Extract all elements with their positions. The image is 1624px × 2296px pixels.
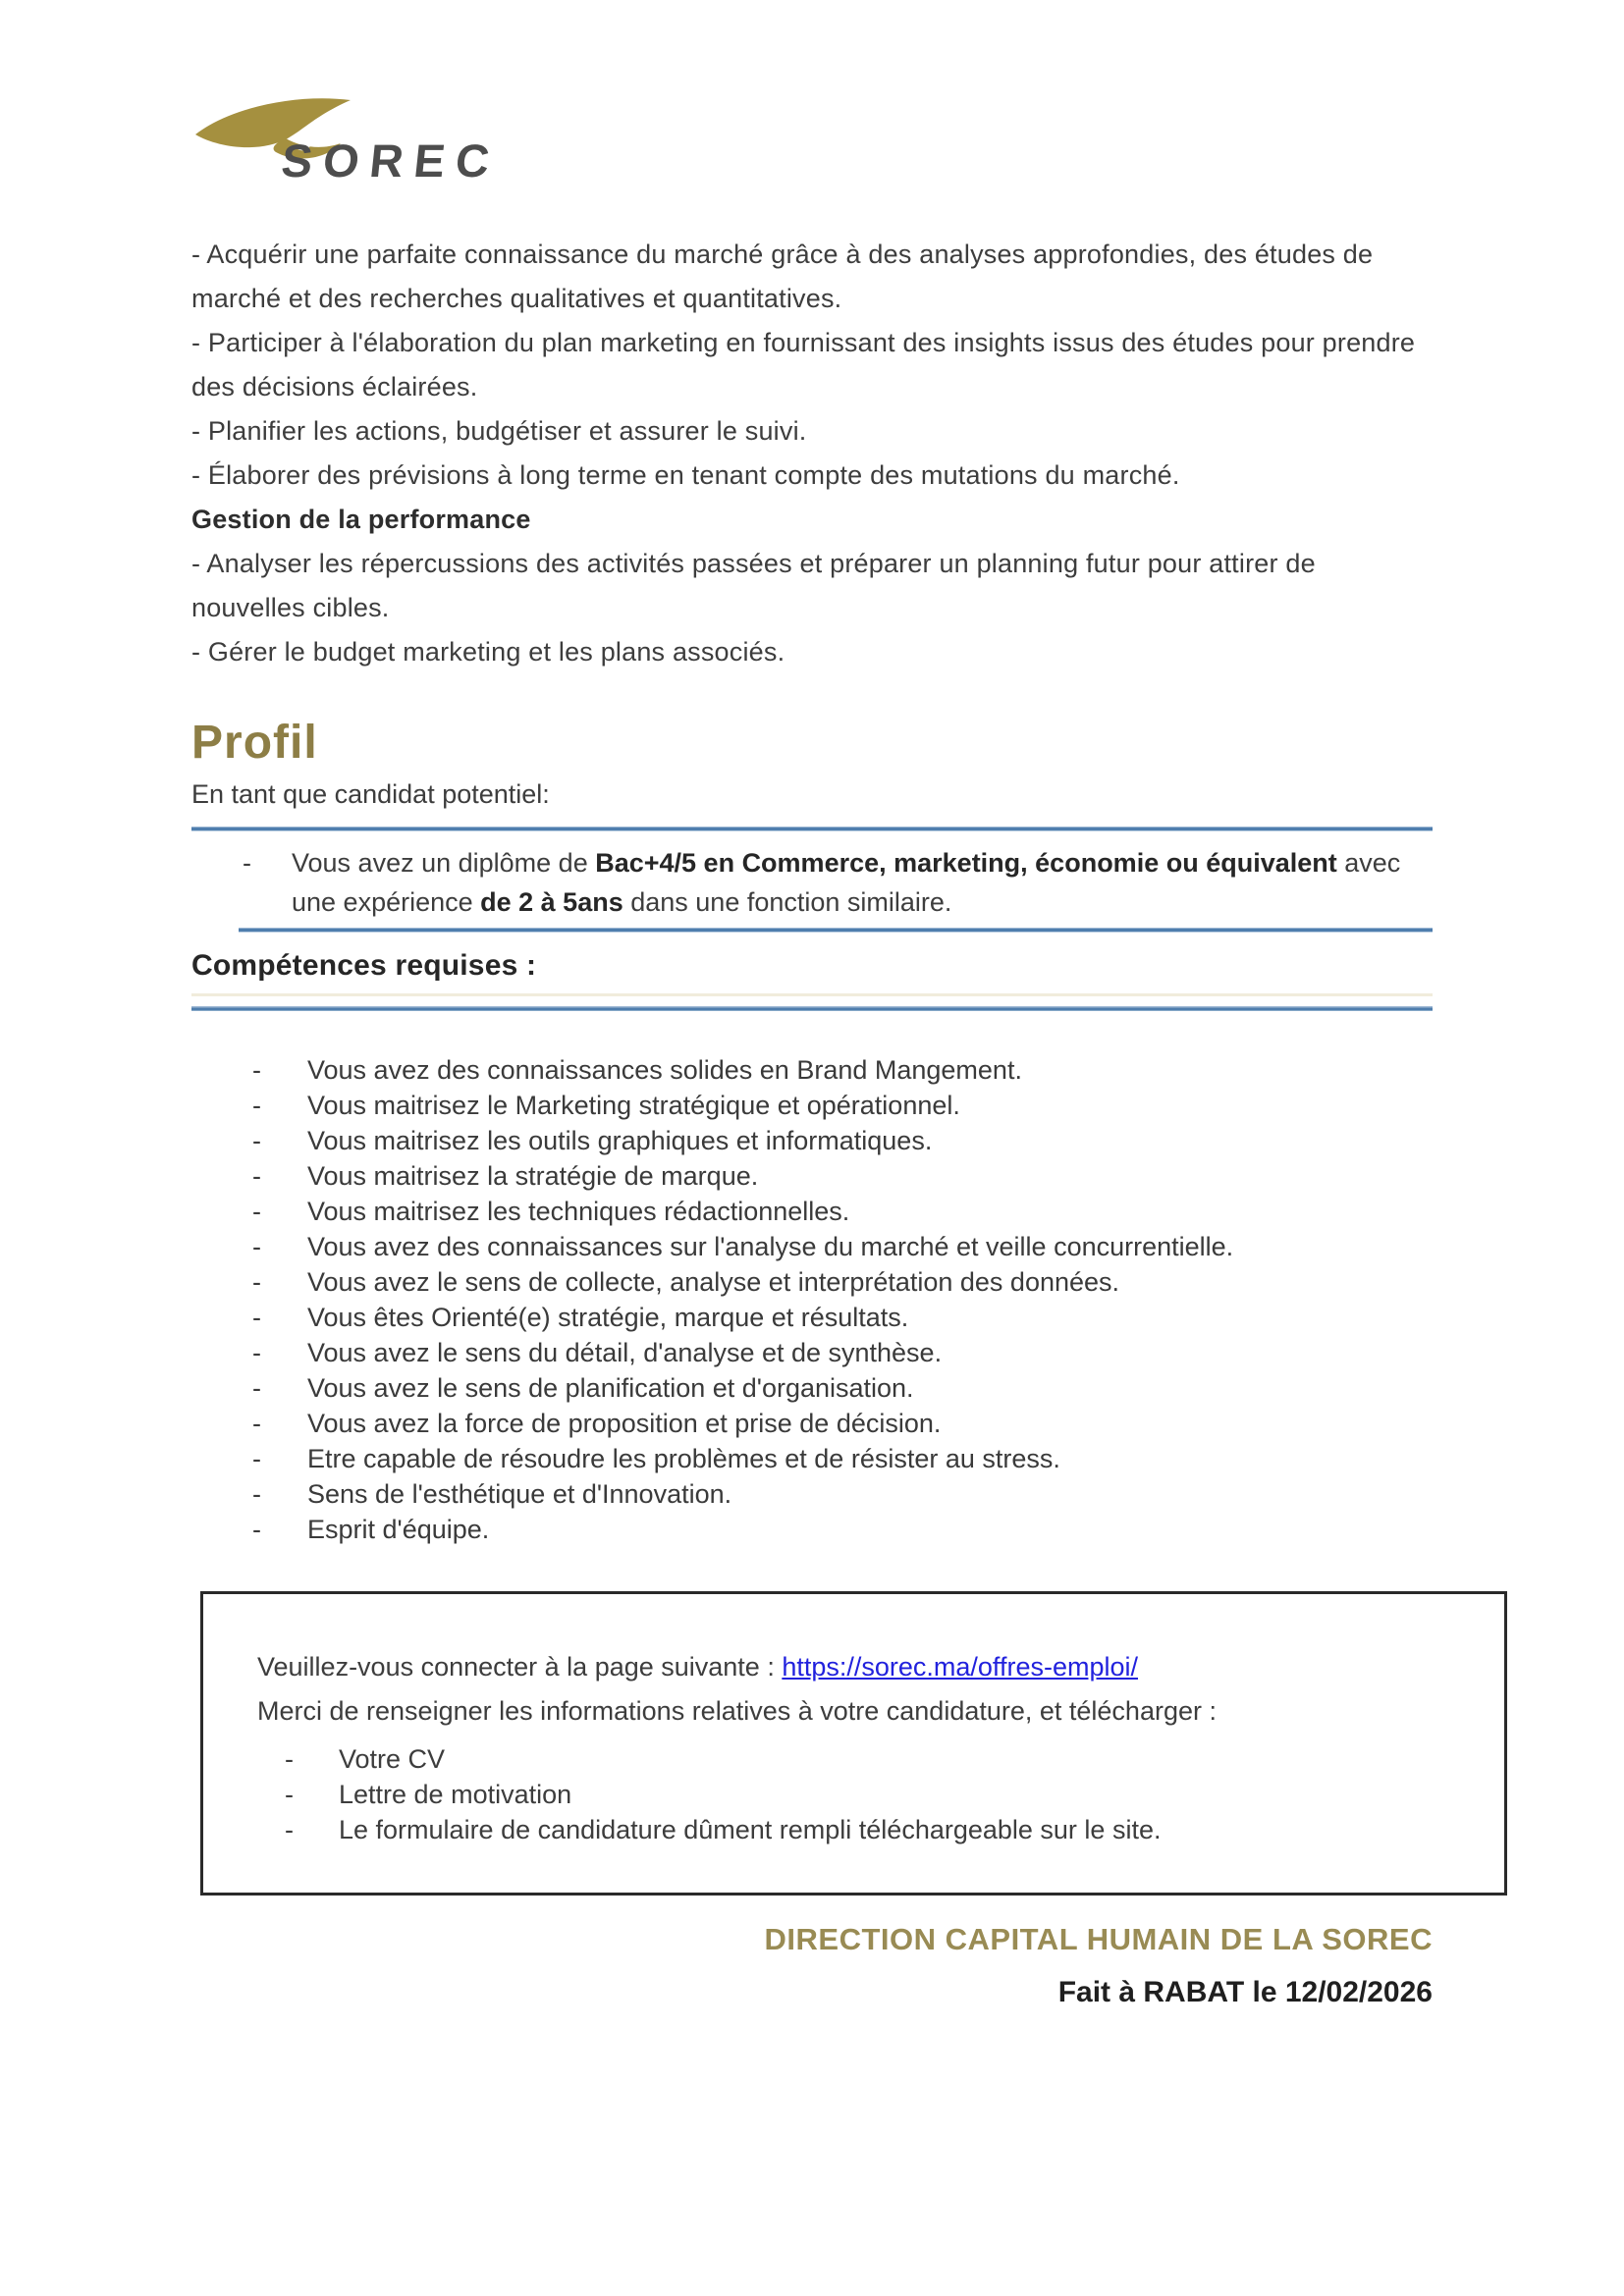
list-item: - Vous avez le sens du détail, d'analyse et de synthèse. <box>252 1335 1433 1370</box>
list-item: - Vous avez le sens de planification et d'organisation. <box>252 1370 1433 1406</box>
instructions-line: Merci de renseigner les informations relatives à votre candidature, et télécharger : <box>257 1696 1217 1726</box>
competences-list <box>252 1052 1433 1547</box>
diploma-lead: Vous avez un diplôme de <box>292 848 596 878</box>
divider <box>191 827 1433 831</box>
faint-divider <box>191 993 1433 996</box>
list-dash: - <box>285 1815 294 1844</box>
list-dash: - <box>252 1267 261 1297</box>
list-dash: - <box>252 1373 261 1403</box>
list-item: - Sens de l'esthétique et d'Innovation. <box>252 1476 1433 1512</box>
intro-paragraph: - Participer à l'élaboration du plan marketing en fournissant des insights issus des études pour prendre des décisions éclairées. <box>191 328 1416 401</box>
connect-line <box>257 1645 1465 1689</box>
diploma-tail: dans une fonction similaire. <box>623 887 952 917</box>
list-item: - Vous êtes Orienté(e) stratégie, marque et résultats. <box>252 1300 1433 1335</box>
list-dash: - <box>252 1197 261 1226</box>
intro-paragraph: - Gérer le budget marketing et les plans associés. <box>191 637 785 667</box>
upload-list <box>285 1741 1465 1847</box>
list-dash: - <box>252 1303 261 1332</box>
list-dash: - <box>252 1091 261 1120</box>
offers-link[interactable]: https://sorec.ma/offres-emploi/ <box>782 1652 1138 1682</box>
profil-subtitle: En tant que candidat potentiel: <box>191 779 550 809</box>
list-item: - Vous maitrisez les outils graphiques et informatiques. <box>252 1123 1433 1158</box>
list-dash: - <box>252 1161 261 1191</box>
list-item: - Votre CV <box>285 1741 1465 1777</box>
list-item: - Vous avez le sens de collecte, analyse et interprétation des données. <box>252 1264 1433 1300</box>
list-dash: - <box>285 1744 294 1774</box>
list-dash: - <box>252 1232 261 1261</box>
intro-paragraph: - Analyser les répercussions des activités passées et préparer un planning futur pour attirer de nouvelles cibles. <box>191 549 1316 622</box>
brand-text: SOREC <box>279 134 503 187</box>
competences-heading: Compétences requises : <box>191 949 537 982</box>
diploma-bold-experience: de 2 à 5ans <box>480 887 623 917</box>
list-item: - Vous avez la force de proposition et prise de décision. <box>252 1406 1433 1441</box>
list-dash: - <box>252 1409 261 1438</box>
list-item: - Le formulaire de candidature dûment rempli téléchargeable sur le site. <box>285 1812 1465 1847</box>
list-dash: - <box>252 1479 261 1509</box>
direction-line: DIRECTION CAPITAL HUMAIN DE LA SOREC <box>764 1922 1433 1956</box>
intro-paragraph: - Planifier les actions, budgétiser et assurer le suivi. <box>191 416 807 446</box>
list-item: - Vous maitrisez les techniques rédactionnelles. <box>252 1194 1433 1229</box>
list-dash: - <box>252 1338 261 1367</box>
list-item: - Vous maitrisez la stratégie de marque. <box>252 1158 1433 1194</box>
diploma-mid: avec une expérience <box>292 848 1401 917</box>
connect-prefix: Veuillez-vous connecter à la page suivante : <box>257 1652 783 1682</box>
list-dash: - <box>252 1444 261 1473</box>
intro-section <box>191 233 1433 674</box>
diploma-bold-degree: Bac+4/5 en Commerce, marketing, économie ou équivalent <box>595 848 1337 878</box>
list-dash: - <box>285 1780 294 1809</box>
list-item: - Vous avez des connaissances sur l'analyse du marché et veille concurrentielle. <box>252 1229 1433 1264</box>
diploma-text <box>292 843 1433 922</box>
list-dash: - <box>252 1515 261 1544</box>
list-dash: - <box>252 1126 261 1155</box>
divider <box>239 928 1433 933</box>
list-item: - Lettre de motivation <box>285 1777 1465 1812</box>
date-line: Fait à RABAT le 12/02/2026 <box>1057 1976 1433 2008</box>
performance-heading: Gestion de la performance <box>191 505 531 534</box>
list-item: - Esprit d'équipe. <box>252 1512 1433 1547</box>
profil-title: Profil <box>191 717 318 769</box>
sorec-logo <box>191 83 604 193</box>
intro-paragraph: - Élaborer des prévisions à long terme en tenant compte des mutations du marché. <box>191 460 1180 490</box>
divider <box>191 1006 1433 1011</box>
application-box <box>200 1591 1507 1896</box>
list-item: - Etre capable de résoudre les problèmes et de résister au stress. <box>252 1441 1433 1476</box>
intro-paragraph: - Acquérir une parfaite connaissance du marché grâce à des analyses approfondies, des études de marché et des recherches qualitatives et quantitatives. <box>191 240 1374 313</box>
list-dash: - <box>243 848 251 878</box>
list-item: - Vous maitrisez le Marketing stratégique et opérationnel. <box>252 1088 1433 1123</box>
diploma-item <box>243 843 1433 922</box>
list-dash: - <box>252 1055 261 1085</box>
list-item: - Vous avez des connaissances solides en Brand Mangement. <box>252 1052 1433 1088</box>
